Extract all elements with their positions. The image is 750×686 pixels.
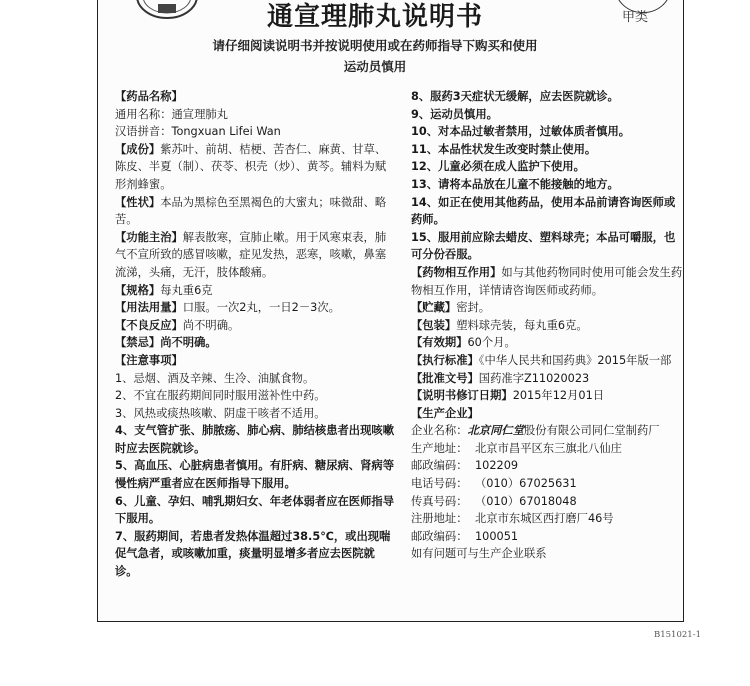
function-label: 【功能主治】: [115, 230, 183, 244]
note-item: 9、运动员慎用。: [411, 107, 498, 121]
note-item: 11、本品性状发生改变时禁止使用。: [411, 142, 597, 156]
note-item: 10、对本品过敏者禁用，过敏体质者慎用。: [411, 125, 631, 139]
reg-zip-value: 100051: [475, 529, 519, 543]
ingredients-text: 紫苏叶、前胡、桔梗、苦杏仁、麻黄、甘草、陈皮、半夏（制）、茯苓、枳壳（炒）、黄芩。辅料为赋形剂蜂蜜。: [115, 142, 387, 191]
character-label: 【性状】: [115, 195, 161, 209]
right-column: [411, 88, 683, 563]
category-tag: 甲类: [622, 10, 649, 25]
approval-text: 国药准字Z11020023: [478, 371, 590, 385]
ingredients-label: 【成份】: [115, 142, 161, 156]
note-item: 2、不宜在服药期间同时服用滋补性中药。: [115, 389, 326, 403]
storage-text: 密封。: [456, 301, 491, 315]
spec-label: 【规格】: [115, 283, 161, 297]
reg-zip-key: 邮政编码：: [411, 529, 468, 543]
reg-address-value: 北京市东城区西打磨厂46号: [475, 512, 614, 526]
address-key: 生产地址：: [411, 441, 468, 455]
usage-label: 【用法用量】: [115, 301, 183, 315]
note-item: 7、服药期间，若患者发热体温超过38.5℃，或出现喘促气急者，或咳嗽加重，痰量明显增多者应去医院就诊。: [115, 529, 391, 579]
fax-key: 传真号码：: [411, 494, 468, 508]
fax-row: [411, 493, 683, 511]
phone-value: （010）67025631: [475, 477, 577, 491]
company-label: 【生产企业】: [411, 406, 479, 420]
adverse-text: 尚不明确。: [182, 318, 240, 332]
revision-text: 2015年12月01日: [512, 389, 605, 403]
character-text: 本品为黑棕色至黑褐色的大蜜丸；味微甜、略苦。: [115, 195, 387, 227]
pinyin-name: 汉语拼音：Tongxuan Lifei Wan: [115, 125, 281, 139]
generic-name: 通用名称：通宣理肺丸: [115, 107, 228, 121]
company-name-row: [411, 422, 683, 440]
note-item: 8、服药3天症状无缓解，应去医院就诊。: [411, 90, 619, 103]
note-item: 5、高血压、心脏病患者慎用。有肝病、糖尿病、肾病等慢性病严重者应在医师指导下服用。: [115, 459, 394, 491]
instruction-line: 请仔细阅读说明书并按说明使用或在药师指导下购买和使用: [212, 38, 538, 53]
note-item: 1、忌烟、酒及辛辣、生冷、油腻食物。: [115, 371, 315, 385]
contra-text: 尚不明确。: [160, 336, 217, 350]
adverse-label: 【不良反应】: [115, 318, 183, 332]
approval-label: 【批准文号】: [411, 371, 479, 385]
package-text: 塑料球壳装，每丸重6克。: [456, 318, 588, 332]
company-name-rest: 股份有限公司同仁堂制药厂: [524, 424, 660, 438]
print-code: B151021-1: [654, 630, 701, 640]
zip-row: [411, 457, 683, 475]
validity-text: 60个月。: [467, 336, 516, 350]
athlete-warning: 运动员慎用: [343, 59, 407, 74]
drug-name-label: 【药品名称】: [115, 90, 183, 103]
revision-label: 【说明书修订日期】: [411, 389, 513, 403]
notes-label: 【注意事项】: [115, 353, 183, 367]
function-text: 解表散寒，宣肺止嗽。用于风寒束表，肺气不宣所致的感冒咳嗽，症见发热，恶寒，咳嗽，鼻塞流涕，头痛，无汗，肢体酸痛。: [115, 230, 387, 279]
reg-address-key: 注册地址：: [411, 512, 468, 526]
reg-address-row: [411, 510, 683, 528]
validity-label: 【有效期】: [411, 336, 468, 350]
phone-key: 电话号码：: [411, 477, 468, 491]
note-item: 3、风热或痰热咳嗽、阴虚干咳者不适用。: [115, 406, 326, 420]
spec-text: 每丸重6克: [160, 283, 213, 297]
note-item: 15、服用前应除去蜡皮、塑料球壳；本品可嚼服，也可分份吞服。: [411, 230, 676, 262]
phone-row: [411, 475, 683, 493]
fax-value: （010）67018048: [475, 494, 577, 508]
left-column: [115, 88, 397, 581]
standard-label: 【执行标准】: [411, 353, 479, 367]
contact-note: 如有问题可与生产企业联系: [411, 547, 547, 561]
interaction-text: 如与其他药物同时使用可能会发生药物相互作用，详情请咨询医师或药师。: [411, 265, 683, 297]
reg-zip-row: [411, 528, 683, 546]
zip-key: 邮政编码：: [411, 459, 468, 473]
page-title: 通宣理肺丸说明书: [266, 2, 483, 32]
company-name-key: 企业名称：: [411, 424, 468, 438]
storage-label: 【贮藏】: [411, 301, 457, 315]
note-item: 12、儿童必须在成人监护下使用。: [411, 160, 585, 174]
address-row: [411, 440, 683, 458]
company-brand: 北京同仁堂: [467, 423, 524, 438]
note-item: 4、支气管扩张、肺脓疡、肺心病、肺结核患者出现咳嗽时应去医院就诊。: [115, 424, 394, 455]
note-item: 14、如正在使用其他药品，使用本品前请咨询医师或药师。: [411, 195, 676, 227]
usage-text: 口服。一次2丸，一日2－3次。: [182, 301, 340, 315]
package-label: 【包装】: [411, 318, 457, 332]
zip-value: 102209: [475, 459, 519, 473]
contra-label: 【禁忌】: [115, 336, 161, 350]
address-value: 北京市昌平区东三旗北八仙庄: [475, 441, 622, 455]
interaction-label: 【药物相互作用】: [411, 265, 502, 279]
note-item: 6、儿童、孕妇、哺乳期妇女、年老体弱者应在医师指导下服用。: [115, 494, 394, 526]
standard-text: 《中华人民共和国药典》2015年版一部: [478, 353, 672, 367]
note-item: 13、请将本品放在儿童不能接触的地方。: [411, 177, 619, 191]
